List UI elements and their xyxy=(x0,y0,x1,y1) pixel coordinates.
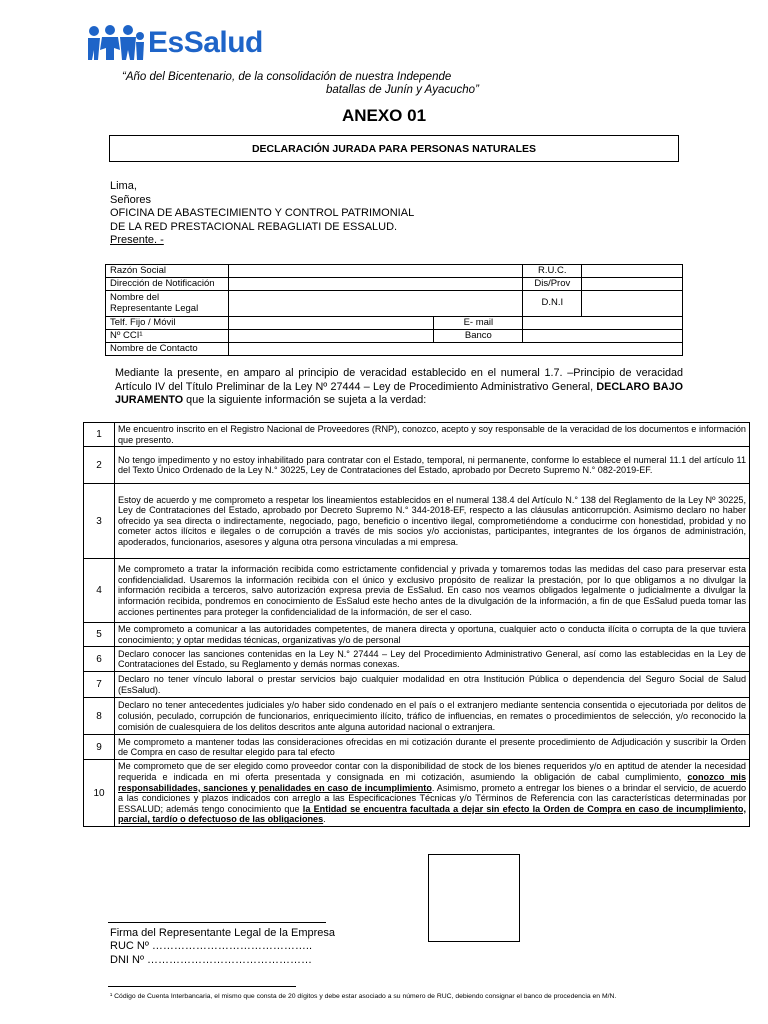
declarations-table xyxy=(83,422,750,827)
decl-text: Me comprometo a mantener todas las consideraciones ofrecidas en mi cotización durante el presente procedimiento de Adjudicación y suscribir la Orden de Compra en caso de resultar elegido para tal efecto xyxy=(115,735,750,760)
decl-text: Me comprometo a comunicar a las autoridades competentes, de manera directa y oportuna, cualquier acto o conducta ilícita o corrupta de la que tuviera conocimiento; y optar medidas técnicas, organizativas y/o de personal xyxy=(115,623,750,647)
intro-tail: que la siguiente información se sujeta a la verdad: xyxy=(183,394,427,407)
field-representante[interactable] xyxy=(229,291,523,317)
essalud-logo xyxy=(86,24,286,64)
supplier-info-table xyxy=(105,264,683,356)
decl-text: Declaro no tener antecedentes judiciales y/o haber sido condenado en el país o el extranjero mediante sentencia consentida o ejecutoriada por delitos de colusión, peculado, corrupción de funcionarios, enriquecimiento ilícito, tráfico de influencias, en remates o procedimientos de selección, y/o reconocido la comisión de cualesquiera de los delitos descritos ante alguna autoridad nacional o extranjera. xyxy=(115,698,750,735)
field-ruc[interactable] xyxy=(582,265,683,278)
address-line-1: OFICINA DE ABASTECIMIENTO Y CONTROL PATRIMONIAL xyxy=(110,207,415,220)
decl-number: 3 xyxy=(84,484,115,559)
signature-dni: DNI Nº ……………………………………… xyxy=(110,953,313,966)
field-banco[interactable] xyxy=(523,330,683,343)
footnote: ¹ Código de Cuenta Interbancaria, el mismo que consta de 20 dígitos y debe estar asociado a su número de RUC, debiendo consignar el banco de procedencia en M/N. xyxy=(110,993,617,1000)
label-dis-prov: Dis/Prov xyxy=(523,278,582,291)
decl-text: Declaro conocer las sanciones contenidas en la Ley N.° 27444 – Ley del Procedimiento Administrativo General, así como las establecidas en la Ley de Contrataciones del Estado, su Reglamento y demás normas conexas. xyxy=(115,647,750,672)
decl-number: 5 xyxy=(84,623,115,647)
address-line-2: DE LA RED PRESTACIONAL REBAGLIATI DE ESSALUD. xyxy=(110,220,398,233)
decl-number: 8 xyxy=(84,698,115,735)
field-email[interactable] xyxy=(523,317,683,330)
decl-text: Me comprometo a tratar la información recibida como estrictamente confidencial y privada y tomaremos todas las medidas del caso para preservar esta confidencialidad. Usaremos la información recibida con el único y exclusivo propósito de realizar la prestación, por lo que obligamos a no divulgar la información recibida a terceros, salvo autorización expresa previa de EsSalud. En caso nos veamos obligados legalmente o judicialmente a divulgar la información recibida, pondremos en conocimiento de EsSalud este hecho antes de la divulgación de la información, a fin de que EsSalud pueda tomar las acciones pertinentes para proteger la confidencialidad de la información, de ser el caso. xyxy=(115,559,750,623)
signature-line xyxy=(108,922,326,923)
decl10-part-d: la Entidad se encuentra facultada a dejar sin efecto la Orden de Compra en caso de incumplimiento, parcial, tardío o defectuoso de las obligaciones xyxy=(118,803,746,825)
field-contacto[interactable] xyxy=(229,343,683,356)
signature-block xyxy=(110,927,335,967)
label-contacto: Nombre de Contacto xyxy=(106,343,229,356)
label-ruc: R.U.C. xyxy=(523,265,582,278)
decl-number: 4 xyxy=(84,559,115,623)
field-razon-social[interactable] xyxy=(229,265,523,278)
decl-number: 10 xyxy=(84,760,115,827)
intro-bold: DECLARO BAJO JURAMENTO xyxy=(115,380,683,407)
decl-number: 6 xyxy=(84,647,115,672)
decl-text: Me encuentro inscrito en el Registro Nacional de Proveedores (RNP), conozco, acepto y soy responsable de la veracidad de los documentos e información que presento. xyxy=(115,423,750,447)
signature-ruc: RUC Nº …………………………………….. xyxy=(110,940,313,953)
presente: Presente. - xyxy=(110,234,164,247)
footnote-separator xyxy=(108,986,296,987)
logo-text: EsSalud xyxy=(148,26,263,59)
intro-text: Mediante la presente, en amparo al principio de veracidad establecido en el numeral 1.7. –Principio de veracidad Artículo IV del Título Preliminar de la Ley Nº 27444 – Ley de Procedimiento Administrativo General, xyxy=(115,367,683,393)
decl-number: 2 xyxy=(84,447,115,484)
label-razon-social: Razón Social xyxy=(106,265,229,278)
label-email: E- mail xyxy=(434,317,523,330)
decl-text: No tengo impedimento y no estoy inhabilitado para contratar con el Estado, temporal, ni permanente, conforme lo establece el numeral 11.1 del artículo 11 del Texto Único Ordenado de la Ley N.° 30225, Ley de Contrataciones del Estado, aprobado por Decreto Supremo N.° 082-2019-EF. xyxy=(115,447,750,484)
field-cci[interactable] xyxy=(229,330,434,343)
decl-text: Declaro no tener vínculo laboral o prestar servicios bajo cualquier modalidad en otra Institución Pública o dependencia del Seguro Social de Salud (EsSalud). xyxy=(115,672,750,698)
document-title: DECLARACIÓN JURADA PARA PERSONAS NATURALES xyxy=(109,135,679,162)
greeting: Señores xyxy=(110,193,151,206)
motto-line-1: “Año del Bicentenario, de la consolidación de nuestra Independe xyxy=(122,71,452,83)
city: Lima, xyxy=(110,180,137,192)
field-dni[interactable] xyxy=(582,291,683,317)
motto-line-2: batallas de Junín y Ayacucho” xyxy=(326,84,479,96)
field-telf[interactable] xyxy=(229,317,434,330)
decl10-part-c: . Asimismo, prometo a entregar los bienes o a brindar el servicio, de acuerdo a las condiciones y plazos indicados con arreglo a las Especificaciones Técnicas y/o Términos de Referencia con las características determinadas por ESSALUD; además tengo conocimiento que xyxy=(118,782,747,814)
decl-number: 7 xyxy=(84,672,115,698)
decl-text: Estoy de acuerdo y me comprometo a respetar los lineamientos establecidos en el numeral 138.4 del Artículo N.° 138 del Reglamento de la Ley Nº 30225, Ley de Contrataciones del Estado, aprobado por Decreto Supremo N.° 344-2018-EF, respecto a las cláusulas anticorrupción. Asimismo declaro no haber ofrecido ya sea directa o indirectamente, negociado, pago, beneficio o incentivo ilegal, comprometiéndome a conducirme con honestidad, probidad y no cometer actos ilícitos e ilegales o de corrupción a través de mis socios y/o accionistas, participantes, integrantes de los órganos de administración, apoderados, funcionarios, asesores y alguna otra persona vinculadas a mi empresa. xyxy=(115,484,750,559)
annex-title: ANEXO 01 xyxy=(341,106,427,125)
field-direccion[interactable] xyxy=(229,278,523,291)
label-telf: Telf. Fijo / Móvil xyxy=(106,317,229,330)
fingerprint-box xyxy=(428,854,520,942)
label-representante: Nombre del Representante Legal xyxy=(106,291,229,317)
label-direccion: Dirección de Notificación xyxy=(106,278,229,291)
decl10-part-b: conozco mis responsabilidades, sanciones y penalidades en caso de incumplimiento xyxy=(118,771,747,793)
intro-paragraph xyxy=(115,367,683,408)
label-banco: Banco xyxy=(434,330,523,343)
field-dis-prov[interactable] xyxy=(582,278,683,291)
family-icon xyxy=(86,24,146,64)
decl-number: 1 xyxy=(84,423,115,447)
decl10-part-a: Me comprometo que de ser elegido como proveedor contar con la disponibilidad de stock de los bienes requeridos y/o en aptitud de atender la necesidad requerida e indicada en mi oferta presentada y consignada en mi cotización, asumiendo la obligación de cabal cumplimiento, xyxy=(118,761,746,782)
label-dni: D.N.I xyxy=(523,291,582,317)
decl-number: 9 xyxy=(84,735,115,760)
signature-label: Firma del Representante Legal de la Empresa xyxy=(110,927,336,939)
label-cci: Nº CCI¹ xyxy=(106,330,229,343)
decl-text xyxy=(115,760,750,827)
address-block xyxy=(110,180,414,248)
decl10-part-e: . xyxy=(323,814,326,825)
